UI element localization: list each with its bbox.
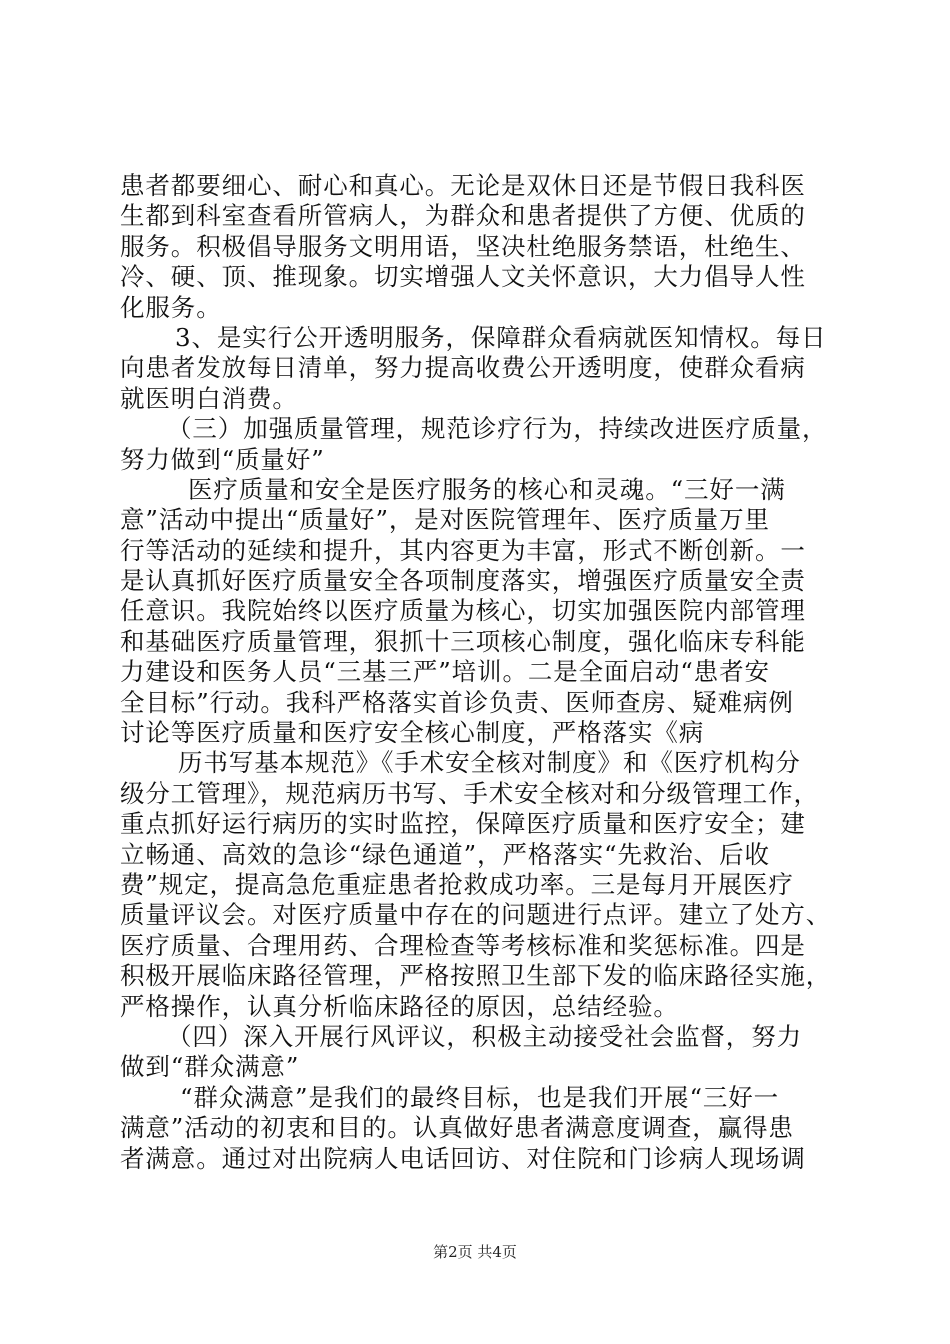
text-line: 重点抓好运行病历的实时监控，保障医疗质量和医疗安全；建: [120, 809, 806, 839]
text-line: “群众满意”是我们的最终目标，也是我们开展“三好一: [180, 1082, 780, 1112]
text-line: 积极开展临床路径管理，严格按照卫生部下发的临床路径实施，: [120, 961, 832, 991]
text-line: （三）加强质量管理，规范诊疗行为，持续改进医疗质量，: [167, 414, 828, 444]
text-line: 生都到科室查看所管病人，为群众和患者提供了方便、优质的: [120, 201, 806, 231]
text-line: 化服务。: [120, 292, 222, 322]
text-line: 讨论等医疗质量和医疗安全核心制度，严格落实《病: [120, 718, 705, 748]
text-line: 做到“群众满意”: [120, 1052, 300, 1082]
text-line: 就医明白消费。: [120, 383, 298, 413]
text-line: 行等活动的延续和提升，其内容更为丰富，形式不断创新。一: [120, 535, 806, 565]
text-line: 服务。积极倡导服务文明用语，坚决杜绝服务禁语，杜绝生、: [120, 231, 806, 261]
text-line: 患者都要细心、耐心和真心。无论是双休日还是节假日我科医: [120, 171, 806, 200]
text-line: 3、是实行公开透明服务，保障群众看病就医知情权。每日: [175, 322, 827, 352]
text-line: 医疗质量、合理用药、合理检查等考核标准和奖惩标准。四是: [120, 930, 806, 960]
text-line: 严格操作，认真分析临床路径的原因，总结经验。: [120, 991, 679, 1021]
document-body: [120, 171, 830, 1174]
text-line: 力建设和医务人员“三基三严”培训。二是全面启动“患者安: [120, 657, 770, 687]
text-line: 向患者发放每日清单，努力提高收费公开透明度，使群众看病: [120, 353, 806, 383]
text-line: 医疗质量和安全是医疗服务的核心和灵魂。“三好一满: [188, 474, 786, 504]
text-line: 立畅通、高效的急诊“绿色通道”，严格落实“先救治、后收: [120, 839, 770, 869]
text-line: 冷、硬、顶、推现象。切实增强人文关怀意识，大力倡导人性: [120, 262, 806, 292]
page-footer: 第2页 共4页: [433, 1243, 517, 1261]
text-line: 和基础医疗质量管理，狠抓十三项核心制度，强化临床专科能: [120, 626, 806, 656]
text-line: 质量评议会。对医疗质量中存在的问题进行点评。建立了处方、: [120, 900, 832, 930]
text-line: 者满意。通过对出院病人电话回访、对住院和门诊病人现场调: [120, 1143, 806, 1173]
text-line: 费”规定，提高急危重症患者抢救成功率。三是每月开展医疗: [120, 869, 794, 899]
text-line: 意”活动中提出“质量好”，是对医院管理年、医疗质量万里: [120, 505, 770, 535]
text-line: 满意”活动的初衷和目的。认真做好患者满意度调查，赢得患: [120, 1113, 794, 1143]
text-line: 级分工管理》，规范病历书写、手术安全核对和分级管理工作，: [120, 778, 819, 808]
text-line: 努力做到“质量好”: [120, 444, 325, 474]
text-line: （四）深入开展行风评议，积极主动接受社会监督，努力: [167, 1021, 802, 1051]
text-line: 是认真抓好医疗质量安全各项制度落实，增强医疗质量安全责: [120, 566, 806, 596]
text-line: 全目标”行动。我科严格落实首诊负责、医师查房、疑难病例: [120, 687, 794, 717]
text-line: 任意识。我院始终以医疗质量为核心，切实加强医院内部管理: [120, 596, 806, 626]
text-line: 历书写基本规范》《手术安全核对制度》和《医疗机构分: [178, 748, 801, 778]
